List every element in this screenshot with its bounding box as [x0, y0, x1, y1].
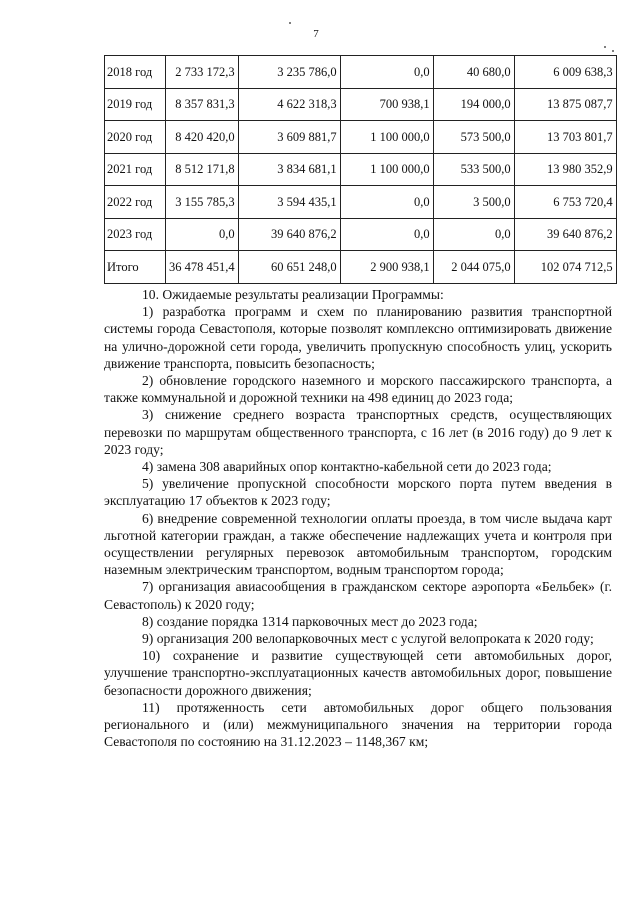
row-label: 2023 год — [105, 218, 166, 251]
table-row — [105, 251, 617, 284]
table-cell: 1 100 000,0 — [340, 121, 433, 154]
list-item: 6) внедрение современной технологии оплаты проезда, в том числе выдача карт льготной категории граждан, а также обеспечение надлежащих учета и контроля при осуществлении регулярных перевозок автомобильным транспортом, городским наземным электрическим транспортом, водным транспортом города; — [104, 510, 612, 578]
list-item: 11) протяженность сети автомобильных дорог общего пользования регионального и (или) межмуниципального значения на территории города Севастополя по состоянию на 31.12.2023 – 1148,367 км; — [104, 699, 612, 750]
scan-speck — [604, 46, 606, 48]
funding-table — [104, 55, 617, 284]
table-cell: 573 500,0 — [433, 121, 514, 154]
table-cell: 6 009 638,3 — [514, 56, 616, 89]
table-cell: 3 594 435,1 — [238, 186, 340, 219]
list-item: 5) увеличение пропускной способности морского порта путем введения в эксплуатацию 17 объектов к 2023 году; — [104, 476, 612, 509]
table-cell: 4 622 318,3 — [238, 88, 340, 121]
table-cell: 13 875 087,7 — [514, 88, 616, 121]
table-cell: 8 357 831,3 — [166, 88, 239, 121]
table-cell: 40 680,0 — [433, 56, 514, 89]
table-cell: 3 834 681,1 — [238, 153, 340, 186]
table-cell: 0,0 — [433, 218, 514, 251]
expected-results-section — [104, 286, 612, 750]
table-row — [105, 88, 617, 121]
scan-speck — [289, 22, 291, 24]
list-item: 7) организация авиасообщения в гражданском секторе аэропорта «Бельбек» (г. Севастополь) к 2020 году; — [104, 579, 612, 612]
row-label: 2022 год — [105, 186, 166, 219]
table-cell: 6 753 720,4 — [514, 186, 616, 219]
table-cell: 700 938,1 — [340, 88, 433, 121]
table-cell: 1 100 000,0 — [340, 153, 433, 186]
table-cell: 13 703 801,7 — [514, 121, 616, 154]
table-cell: 39 640 876,2 — [238, 218, 340, 251]
table-cell: 0,0 — [340, 56, 433, 89]
list-item: 8) создание порядка 1314 парковочных мест до 2023 года; — [142, 613, 478, 629]
scan-speck — [612, 50, 614, 52]
table-row — [105, 56, 617, 89]
table-cell: 8 420 420,0 — [166, 121, 239, 154]
table-cell: 3 500,0 — [433, 186, 514, 219]
table-cell: 0,0 — [340, 186, 433, 219]
table-cell: 3 235 786,0 — [238, 56, 340, 89]
row-label: 2019 год — [105, 88, 166, 121]
list-item: 2) обновление городского наземного и морского пассажирского транспорта, а также коммунальной и дорожной техники на 498 единиц до 2023 года; — [104, 373, 612, 406]
results-list — [104, 303, 612, 750]
table-cell: 533 500,0 — [433, 153, 514, 186]
table-row — [105, 186, 617, 219]
section-heading: 10. Ожидаемые результаты реализации Программы: — [142, 287, 444, 302]
table-cell: 8 512 171,8 — [166, 153, 239, 186]
table-cell: 3 609 881,7 — [238, 121, 340, 154]
table-cell: 3 155 785,3 — [166, 186, 239, 219]
table-cell: 2 044 075,0 — [433, 251, 514, 284]
row-label: 2021 год — [105, 153, 166, 186]
list-item: 10) сохранение и развитие существующей сети автомобильных дорог, улучшение транспортно-эксплуатационных качеств автомобильных дорог, повышение безопасности дорожного движения; — [104, 648, 612, 698]
row-label: 2018 год — [105, 56, 166, 89]
table-cell: 2 733 172,3 — [166, 56, 239, 89]
table-row — [105, 153, 617, 186]
table-cell: 102 074 712,5 — [514, 251, 616, 284]
table-row — [105, 218, 617, 251]
list-item: 9) организация 200 велопарковочных мест с услугой велопроката к 2020 году; — [142, 631, 594, 647]
row-label: Итого — [105, 251, 166, 284]
table-cell: 0,0 — [166, 218, 239, 251]
table-cell: 194 000,0 — [433, 88, 514, 121]
table-cell: 60 651 248,0 — [238, 251, 340, 284]
list-item: 4) замена 308 аварийных опор контактно-кабельной сети до 2023 года; — [142, 459, 552, 475]
list-item: 1) разработка программ и схем по планированию развития транспортной системы города Севастополя, которые позволят комплексно оптимизировать движение на улично-дорожной сети города, увеличить пропускную способность улиц, ускорить движение транспорта, повысить безопасность; — [104, 304, 612, 371]
table-row — [105, 121, 617, 154]
table-cell: 0,0 — [340, 218, 433, 251]
table-cell: 36 478 451,4 — [166, 251, 239, 284]
table-cell: 39 640 876,2 — [514, 218, 616, 251]
list-item: 3) снижение среднего возраста транспортных средств, осуществляющих перевозки по маршрутам общественного транспорта, с 16 лет (в 2016 году) до 9 лет к 2023 году; — [104, 407, 612, 457]
page-number: 7 — [313, 28, 319, 40]
table-cell: 2 900 938,1 — [340, 251, 433, 284]
row-label: 2020 год — [105, 121, 166, 154]
table-cell: 13 980 352,9 — [514, 153, 616, 186]
